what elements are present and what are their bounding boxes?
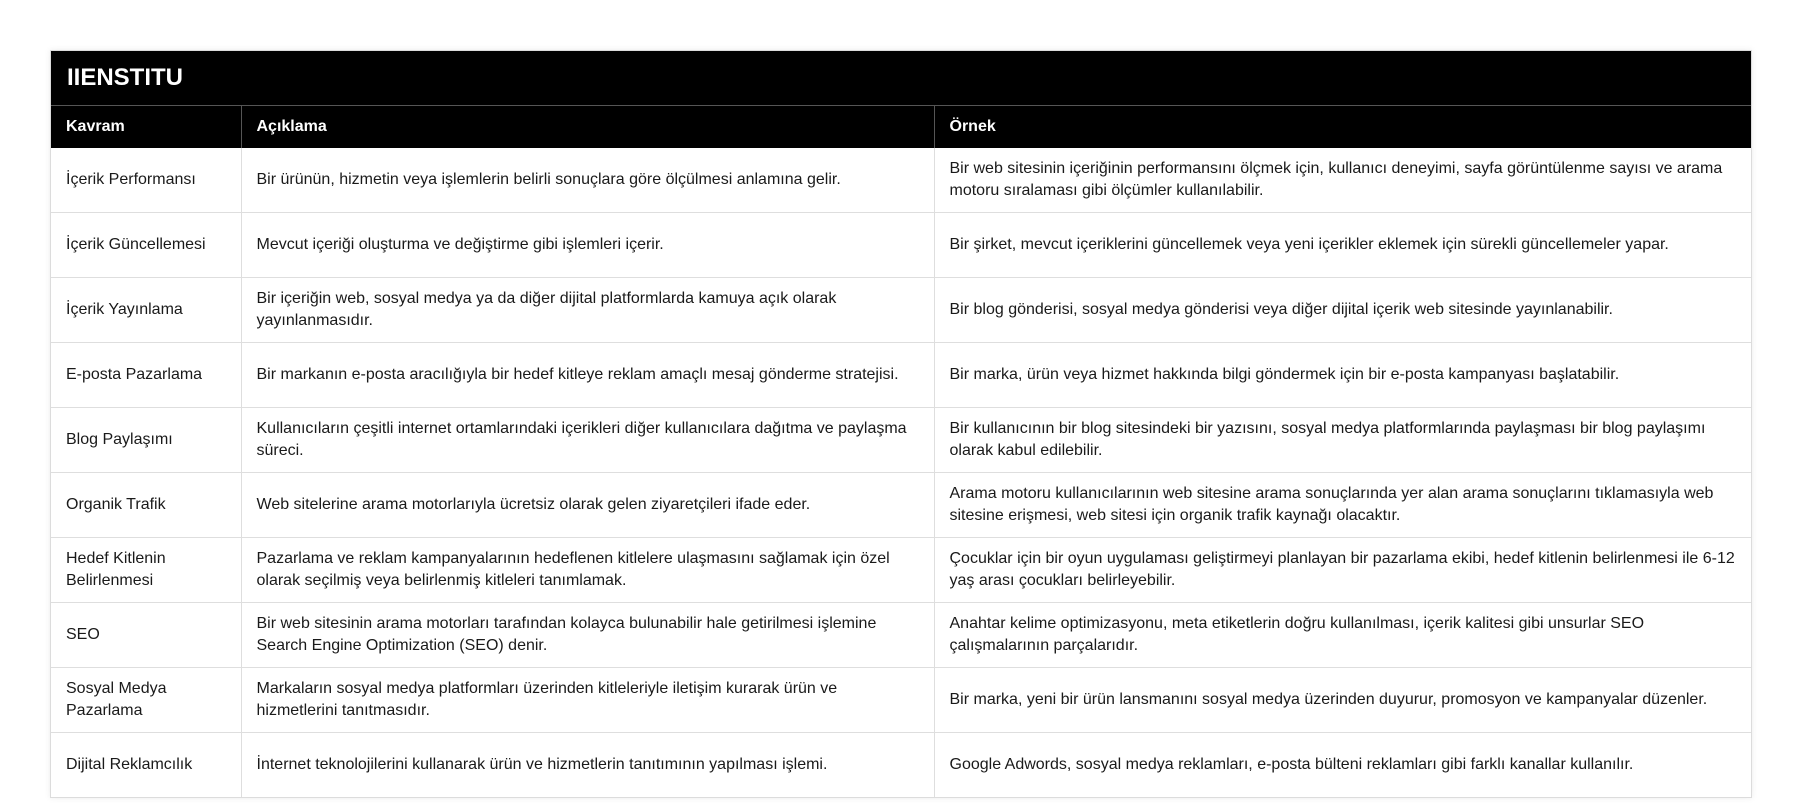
- cell-ornek: Bir şirket, mevcut içeriklerini güncellemek veya yeni içerikler eklemek için sürekli güncellemeler yapar.: [934, 213, 1751, 278]
- cell-aciklama: Bir ürünün, hizmetin veya işlemlerin belirli sonuçlara göre ölçülmesi anlamına gelir.: [241, 148, 934, 213]
- cell-aciklama: Mevcut içeriği oluşturma ve değiştirme gibi işlemleri içerir.: [241, 213, 934, 278]
- cell-ornek: Bir marka, ürün veya hizmet hakkında bilgi göndermek için bir e-posta kampanyası başlatabilir.: [934, 343, 1751, 408]
- cell-ornek: Google Adwords, sosyal medya reklamları, e-posta bülteni reklamları gibi farklı kanallar kullanılır.: [934, 733, 1751, 798]
- table-row: [51, 473, 1751, 538]
- cell-aciklama: Markaların sosyal medya platformları üzerinden kitleleriyle iletişim kurarak ürün ve hizmetlerini tanıtmasıdır.: [241, 668, 934, 733]
- table-row: [51, 278, 1751, 343]
- cell-kavram: Sosyal Medya Pazarlama: [51, 668, 241, 733]
- cell-kavram: Organik Trafik: [51, 473, 241, 538]
- cell-ornek: Arama motoru kullanıcılarının web sitesine arama sonuçlarında yer alan arama sonuçlarını tıklamasıyla web sitesine erişmesi, web sitesi için organik trafik kaynağı olacaktır.: [934, 473, 1751, 538]
- table-row: [51, 213, 1751, 278]
- table-row: [51, 668, 1751, 733]
- cell-aciklama: Web sitelerine arama motorlarıyla ücretsiz olarak gelen ziyaretçileri ifade eder.: [241, 473, 934, 538]
- table-header: [51, 106, 1751, 148]
- table-row: [51, 148, 1751, 213]
- table-container: [50, 50, 1752, 798]
- cell-aciklama: İnternet teknolojilerini kullanarak ürün ve hizmetlerin tanıtımının yapılması işlemi.: [241, 733, 934, 798]
- column-header-ornek: Örnek: [934, 106, 1751, 148]
- column-header-kavram: Kavram: [51, 106, 241, 148]
- cell-ornek: Bir kullanıcının bir blog sitesindeki bir yazısını, sosyal medya platformlarında paylaşması bir blog paylaşımı olarak kabul edilebilir.: [934, 408, 1751, 473]
- cell-kavram: Hedef Kitlenin Belirlenmesi: [51, 538, 241, 603]
- cell-aciklama: Bir içeriğin web, sosyal medya ya da diğer dijital platformlarda kamuya açık olarak yayınlanmasıdır.: [241, 278, 934, 343]
- cell-ornek: Bir blog gönderisi, sosyal medya gönderisi veya diğer dijital içerik web sitesinde yayınlanabilir.: [934, 278, 1751, 343]
- cell-ornek: Bir marka, yeni bir ürün lansmanını sosyal medya üzerinden duyurur, promosyon ve kampanyalar düzenler.: [934, 668, 1751, 733]
- cell-aciklama: Bir markanın e-posta aracılığıyla bir hedef kitleye reklam amaçlı mesaj gönderme stratejisi.: [241, 343, 934, 408]
- header-row: [51, 106, 1751, 148]
- cell-aciklama: Kullanıcıların çeşitli internet ortamlarındaki içerikleri diğer kullanıcılara dağıtma ve paylaşma süreci.: [241, 408, 934, 473]
- table-row: [51, 538, 1751, 603]
- cell-kavram: İçerik Yayınlama: [51, 278, 241, 343]
- cell-ornek: Çocuklar için bir oyun uygulaması geliştirmeyi planlayan bir pazarlama ekibi, hedef kitlenin belirlenmesi ile 6-12 yaş arası çocukları belirleyebilir.: [934, 538, 1751, 603]
- cell-kavram: İçerik Performansı: [66, 171, 196, 188]
- cell-kavram: Blog Paylaşımı: [51, 408, 241, 473]
- cell-aciklama: Pazarlama ve reklam kampanyalarının hedeflenen kitlelere ulaşmasını sağlamak için özel olarak seçilmiş veya belirlenmiş kitleleri tanımlamak.: [241, 538, 934, 603]
- concept-table: [51, 106, 1751, 797]
- column-header-aciklama: Açıklama: [241, 106, 934, 148]
- table-row: [51, 733, 1751, 798]
- cell-kavram: SEO: [51, 603, 241, 668]
- table-row: [51, 603, 1751, 668]
- cell-kavram: E-posta Pazarlama: [51, 343, 241, 408]
- table-row: [51, 408, 1751, 473]
- table-row: [51, 343, 1751, 408]
- table-title: IIENSTITU: [51, 51, 1751, 106]
- cell-kavram: Dijital Reklamcılık: [51, 733, 241, 798]
- table-body: [51, 148, 1751, 797]
- cell-kavram: İçerik Güncellemesi: [51, 213, 241, 278]
- cell-ornek: Bir web sitesinin içeriğinin performansını ölçmek için, kullanıcı deneyimi, sayfa görüntülenme sayısı ve arama motoru sıralaması gibi ölçümler kullanılabilir.: [934, 148, 1751, 213]
- cell-ornek: Anahtar kelime optimizasyonu, meta etiketlerin doğru kullanılması, içerik kalitesi gibi unsurlar SEO çalışmalarının parçalarıdır.: [934, 603, 1751, 668]
- cell-aciklama: Bir web sitesinin arama motorları tarafından kolayca bulunabilir hale getirilmesi işlemine Search Engine Optimization (SEO) denir.: [241, 603, 934, 668]
